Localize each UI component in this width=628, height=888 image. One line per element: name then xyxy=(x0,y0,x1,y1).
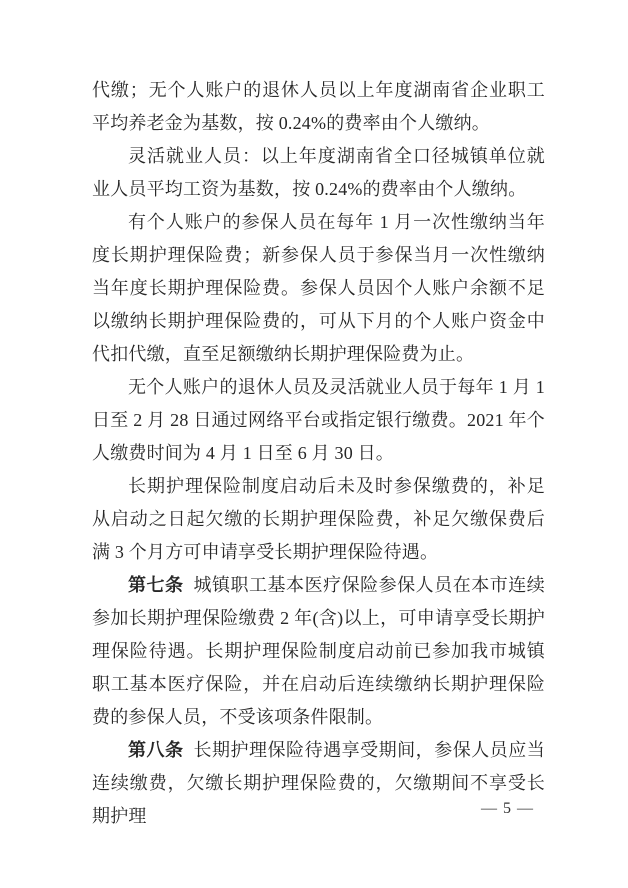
paragraph: 灵活就业人员：以上年度湖南省全口径城镇单位就业人员平均工资为基数，按 0.24%的费率由个人缴纳。 xyxy=(92,146,545,199)
paragraph-article-8 xyxy=(92,734,545,833)
paragraph-article-7 xyxy=(92,569,545,734)
article-number: 第七条 xyxy=(128,575,184,595)
document-body xyxy=(92,74,545,833)
article-text: 长期护理保险待遇享受期间，参保人员应当连续缴费，欠缴长期护理保险费的，欠缴期间不享受长期护理 xyxy=(92,740,545,826)
paragraph-continuation: 代缴；无个人账户的退休人员以上年度湖南省企业职工平均养老金为基数，按 0.24%的费率由个人缴纳。 xyxy=(92,80,545,133)
article-number: 第八条 xyxy=(128,740,184,760)
paragraph: 长期护理保险制度启动后未及时参保缴费的，补足从启动之日起欠缴的长期护理保险费，补足欠缴保费后满 3 个月方可申请享受长期护理保险待遇。 xyxy=(92,476,545,562)
page-number: — 5 — xyxy=(481,800,534,817)
paragraph: 有个人账户的参保人员在每年 1 月一次性缴纳当年度长期护理保险费；新参保人员于参保当月一次性缴纳当年度长期护理保险费。参保人员因个人账户余额不足以缴纳长期护理保险费的，可从下月的个人账户资金中代扣代缴，直至足额缴纳长期护理保险费为止。 xyxy=(92,212,545,364)
article-text: 城镇职工基本医疗保险参保人员在本市连续参加长期护理保险缴费 2 年(含)以上，可申请享受长期护理保险待遇。长期护理保险制度启动前已参加我市城镇职工基本医疗保险，并在启动后连续缴纳长期护理保险费的参保人员，不受该项条件限制。 xyxy=(92,575,545,727)
paragraph: 无个人账户的退休人员及灵活就业人员于每年 1 月 1 日至 2 月 28 日通过网络平台或指定银行缴费。2021 年个人缴费时间为 4 月 1 日至 6 月 30 日。 xyxy=(92,377,545,463)
